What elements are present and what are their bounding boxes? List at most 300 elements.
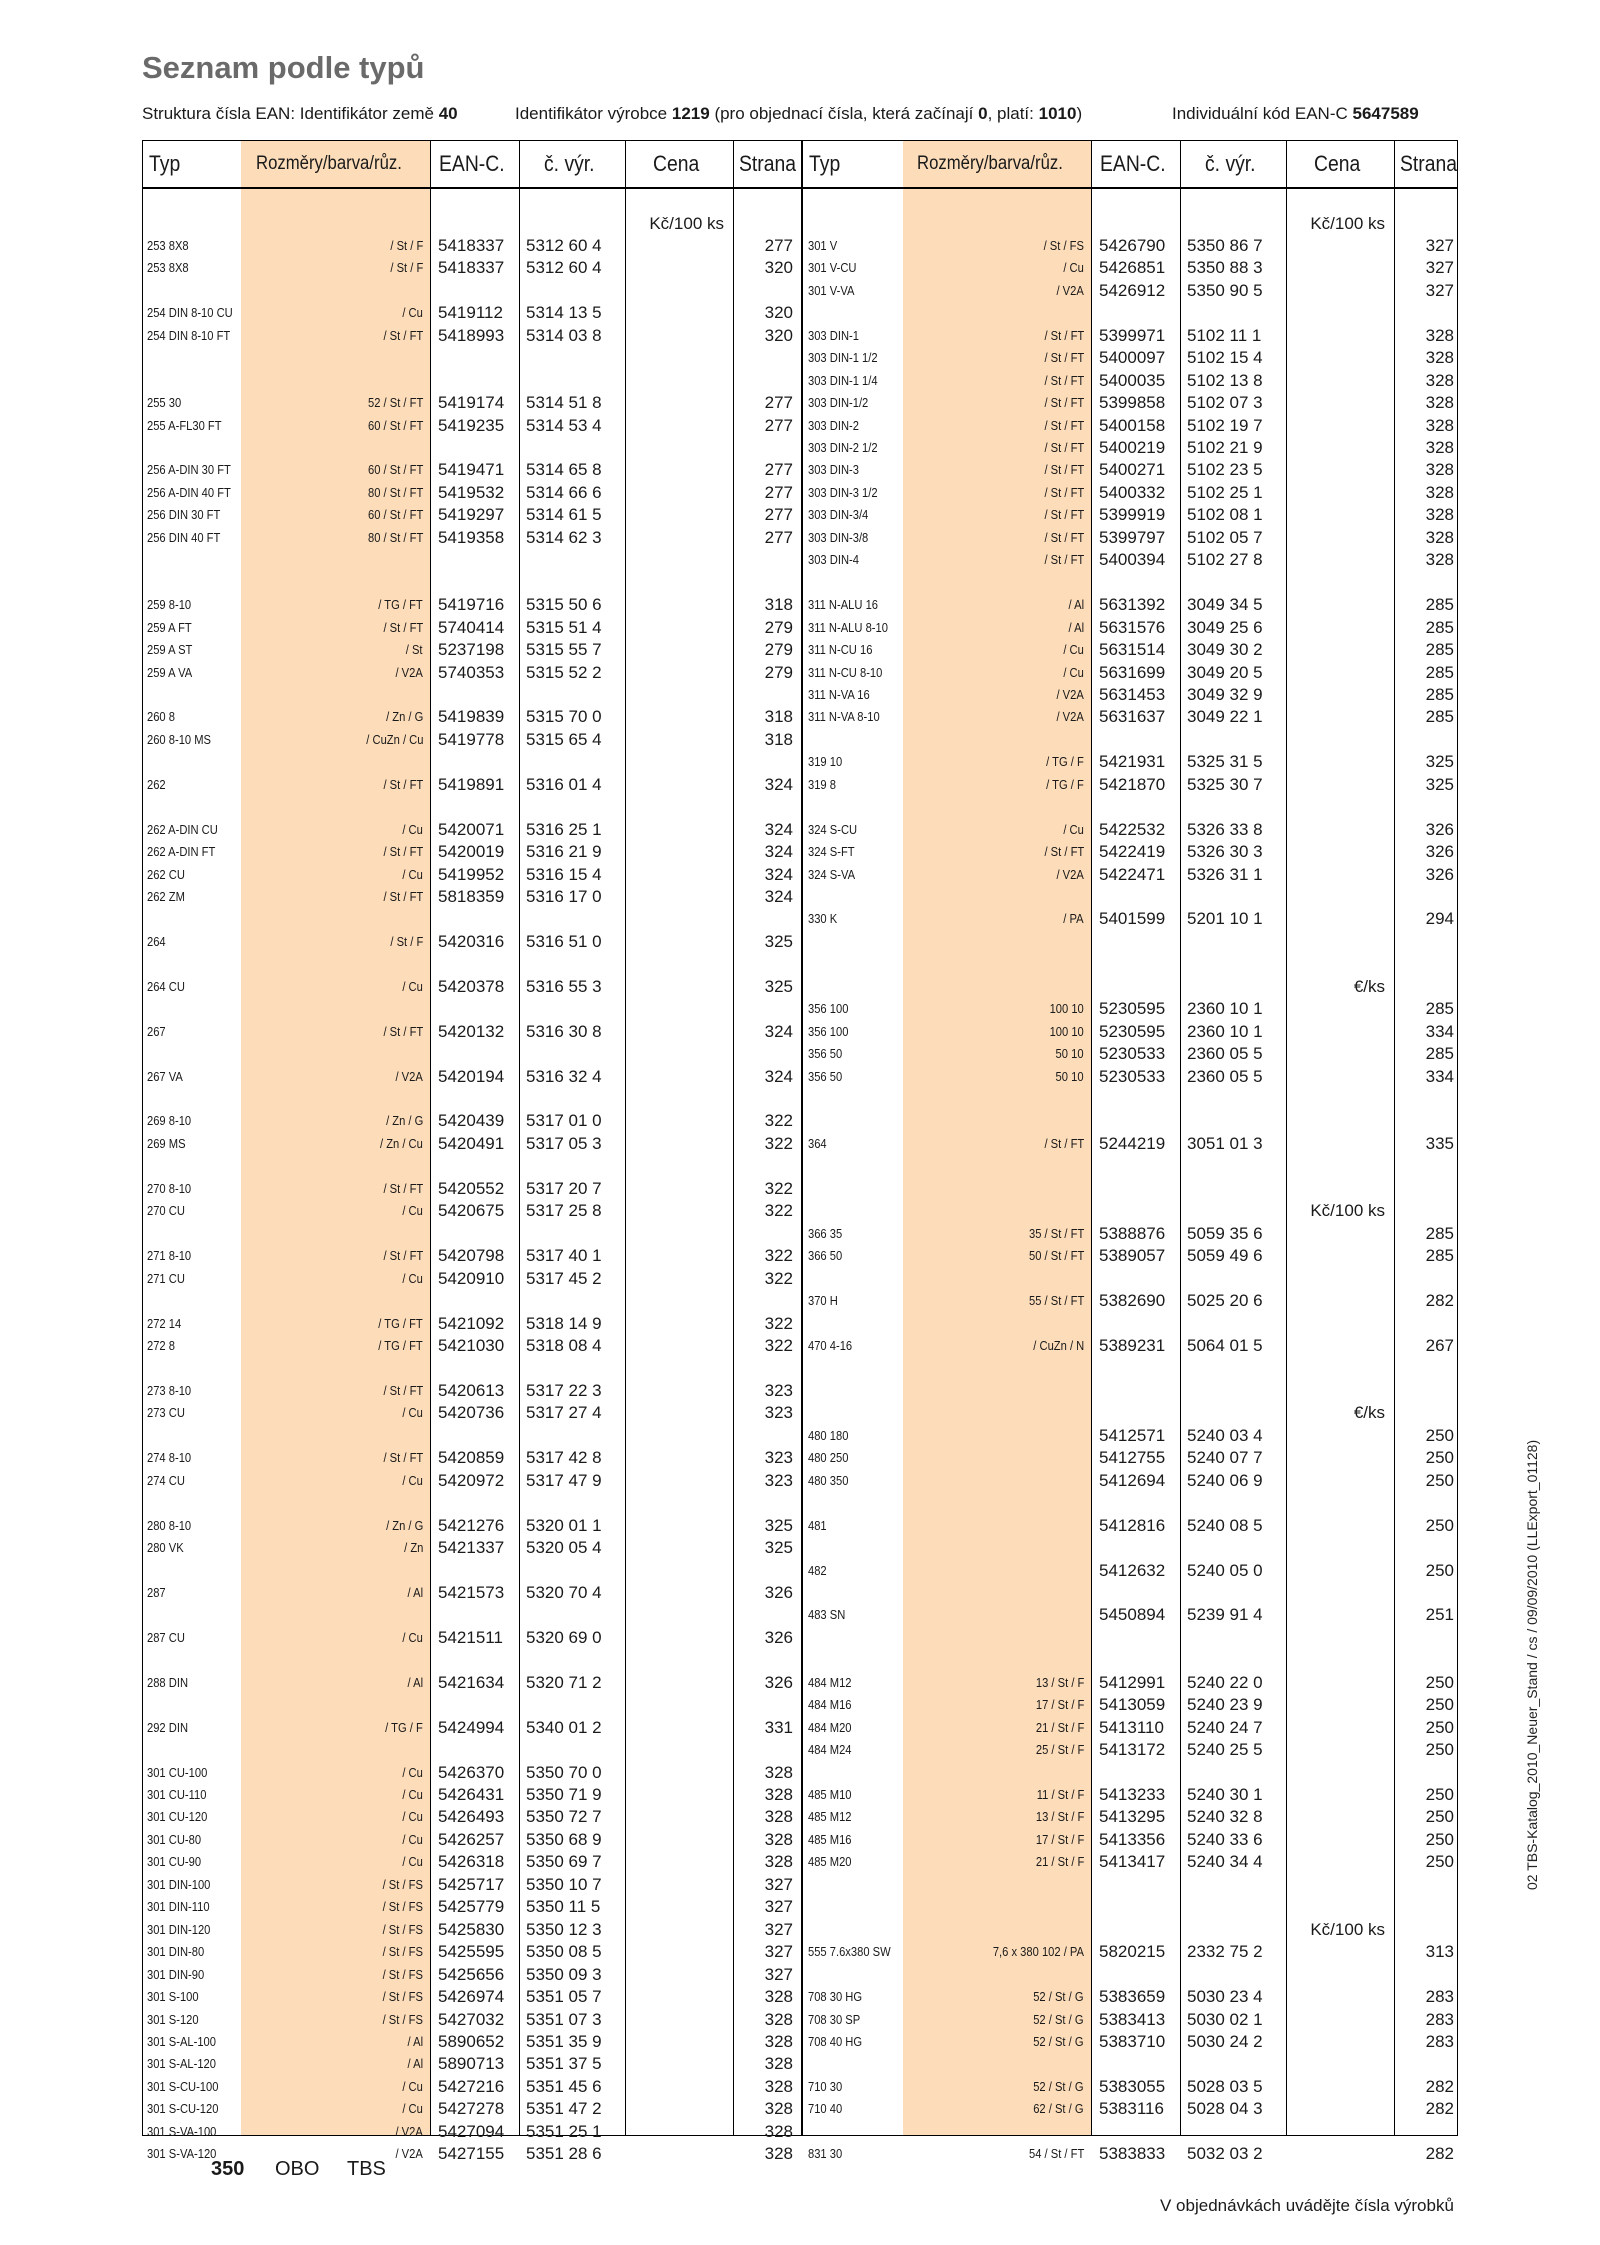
page-ref-cell: 328 <box>764 1785 793 1804</box>
page-ref-cell: 250 <box>1425 1560 1454 1580</box>
product-number-cell: 5314 03 8 <box>526 325 602 345</box>
table-row <box>143 840 1457 862</box>
dimensions-cell: / St / F <box>390 260 423 276</box>
dimensions-cell: / Al <box>407 2056 423 2072</box>
ean-cell: 5426851 <box>1099 258 1166 278</box>
page-ref-cell: 322 <box>764 1246 793 1266</box>
product-number-cell: 5240 05 0 <box>1187 1560 1263 1580</box>
ean-cell: 5419471 <box>438 460 505 480</box>
type-cell: 287 CU <box>147 1629 185 1645</box>
header-strana-right: Strana <box>1400 151 1458 176</box>
table-row <box>143 503 1457 525</box>
type-cell: 301 CU-100 <box>147 1764 208 1780</box>
type-cell: 303 DIN-1/2 <box>808 395 869 410</box>
table-row <box>143 436 1457 458</box>
page-ref-cell: 325 <box>764 1538 793 1557</box>
ean-cell: 5420613 <box>438 1380 505 1400</box>
ean-cell: 5420798 <box>438 1246 505 1266</box>
type-cell: 301 DIN-100 <box>147 1876 211 1892</box>
dimensions-cell: 60 / St / FT <box>367 462 423 478</box>
table-row <box>143 2097 1457 2119</box>
ean-cell: 5400219 <box>1099 437 1166 457</box>
product-number-cell: 5316 51 0 <box>526 931 602 951</box>
ean-cell: 5400394 <box>1099 550 1166 570</box>
page-ref-cell: 277 <box>764 527 793 547</box>
type-cell: 356 100 <box>808 1023 849 1039</box>
manufacturer-note-end: ) <box>1076 104 1083 123</box>
product-number-cell: 5315 50 6 <box>526 595 602 615</box>
ean-cell: 5230595 <box>1099 1021 1166 1041</box>
type-cell: 272 14 <box>147 1315 182 1331</box>
type-cell: 301 S-AL-100 <box>147 2033 217 2049</box>
product-number-cell: 5325 30 7 <box>1187 774 1263 794</box>
product-number-cell: 5102 08 1 <box>1187 505 1263 525</box>
dimensions-cell: / Al <box>407 1674 423 1690</box>
product-number-cell: 5102 23 5 <box>1187 460 1263 480</box>
page-ref-cell: 326 <box>1425 842 1454 861</box>
product-number-cell: 5240 08 5 <box>1187 1515 1263 1535</box>
page-ref-cell: 326 <box>764 1672 793 1692</box>
dimensions-cell: 52 / St / G <box>1033 2033 1084 2049</box>
type-cell: 356 100 <box>808 1001 849 1017</box>
type-cell: 324 S-CU <box>808 821 858 837</box>
dimensions-cell: / Cu <box>402 2101 423 2117</box>
ean-cell: 5426257 <box>438 1829 505 1849</box>
type-cell: 260 8 <box>147 709 175 725</box>
product-number-cell: 5320 01 1 <box>526 1515 602 1535</box>
type-cell: 324 S-FT <box>808 844 855 859</box>
ean-cell: 5427032 <box>438 2009 505 2029</box>
page-ref-cell: 267 <box>1425 1336 1454 1355</box>
dimensions-cell: 13 / St / F <box>1035 1809 1084 1825</box>
table-row <box>143 1783 1457 1805</box>
ean-cell: 5420194 <box>438 1066 505 1086</box>
product-number-cell: 2360 05 5 <box>1187 1044 1263 1064</box>
ean-cell: 5399919 <box>1099 505 1166 525</box>
ean-cell: 5388876 <box>1099 1223 1166 1243</box>
page-ref-cell: 325 <box>764 1515 793 1535</box>
ean-cell: 5419716 <box>438 595 505 615</box>
type-cell: 485 M16 <box>808 1831 852 1847</box>
type-cell: 303 DIN-3 1/2 <box>808 484 878 500</box>
dimensions-cell: 13 / St / F <box>1035 1674 1084 1690</box>
type-cell: 280 VK <box>147 1540 184 1555</box>
product-number-cell: 3049 22 1 <box>1187 707 1263 727</box>
price-unit: €/ks <box>1353 976 1385 996</box>
product-number-cell: 5030 24 2 <box>1187 2031 1263 2051</box>
product-number-cell: 5102 27 8 <box>1187 550 1263 570</box>
dimensions-cell: 80 / St / FT <box>367 484 423 500</box>
type-cell: 356 50 <box>808 1046 843 1062</box>
page-ref-cell: 328 <box>1425 460 1454 480</box>
type-cell: 555 7.6x380 SW <box>808 1944 891 1960</box>
type-cell: 366 50 <box>808 1248 843 1264</box>
product-number-cell: 2360 10 1 <box>1187 999 1263 1019</box>
dimensions-cell: / St / FS <box>382 1921 423 1937</box>
dimensions-cell: / St / FT <box>1044 417 1084 433</box>
ean-cell: 5418993 <box>438 325 505 345</box>
product-number-cell: 5028 04 3 <box>1187 2099 1263 2119</box>
product-number-cell: 3049 30 2 <box>1187 640 1263 659</box>
page-ref-cell: 326 <box>1425 819 1454 839</box>
table-row <box>143 1738 1457 1760</box>
product-number-cell: 5314 62 3 <box>526 527 602 547</box>
product-number-cell: 5326 31 1 <box>1187 864 1263 884</box>
type-cell: 301 V-CU <box>808 260 857 276</box>
dimensions-cell: / Cu <box>402 1764 423 1780</box>
dimensions-cell: / St / FT <box>1044 529 1084 545</box>
type-cell: 303 DIN-3 <box>808 462 859 478</box>
type-cell: 260 8-10 MS <box>147 731 212 747</box>
ean-cell: 5420316 <box>438 931 505 951</box>
ean-cell: 5450894 <box>1099 1605 1166 1625</box>
product-number-cell: 5317 01 0 <box>526 1111 602 1131</box>
product-number-cell: 5032 03 2 <box>1187 2144 1263 2164</box>
ean-cell: 5230533 <box>1099 1044 1166 1064</box>
page-ref-cell: 324 <box>764 1021 793 1041</box>
table-row <box>143 1671 1457 1693</box>
type-cell: 301 S-AL-120 <box>147 2056 217 2072</box>
product-number-cell: 5320 70 4 <box>526 1582 602 1602</box>
dimensions-cell: / Zn / Cu <box>380 1135 423 1151</box>
type-cell: 324 S-VA <box>808 866 856 882</box>
page-ref-cell: 328 <box>1425 550 1454 570</box>
type-cell: 831 30 <box>808 2146 843 2162</box>
page-ref-cell: 327 <box>1425 280 1454 300</box>
type-cell: 267 VA <box>147 1068 183 1084</box>
page-ref-cell: 328 <box>764 2099 793 2119</box>
type-cell: 708 30 HG <box>808 1989 863 2004</box>
product-number-cell: 5316 55 3 <box>526 976 602 996</box>
dimensions-cell: / St / FT <box>383 776 423 792</box>
type-cell: 311 N-ALU 8-10 <box>808 619 888 635</box>
dimensions-cell: / TG / F <box>1046 776 1084 792</box>
ean-cell: 5383710 <box>1099 2031 1166 2051</box>
price-unit: €/ks <box>1353 1403 1385 1423</box>
ean-cell: 5383833 <box>1099 2144 1166 2164</box>
type-cell: 301 DIN-120 <box>147 1921 211 1937</box>
type-cell: 470 4-16 <box>808 1338 853 1353</box>
page-ref-cell: 328 <box>1425 437 1454 457</box>
table-row <box>143 907 1457 929</box>
ean-cell: 5382690 <box>1099 1291 1166 1310</box>
dimensions-cell: / St / F <box>390 237 423 253</box>
dimensions-cell: / Zn <box>403 1540 423 1555</box>
type-cell: 274 CU <box>147 1472 185 1488</box>
table-row <box>143 1020 1457 1042</box>
table-row <box>143 1559 1457 1581</box>
ean-cell: 5413110 <box>1099 1717 1164 1737</box>
page-ref-cell: 326 <box>764 1582 793 1602</box>
dimensions-cell: 21 / St / F <box>1035 1854 1084 1870</box>
individual-code-label: Individuální kód EAN-C <box>1172 104 1348 123</box>
header-ean-left: EAN-C. <box>439 151 505 176</box>
ean-cell: 5425830 <box>438 1919 505 1939</box>
type-cell: 301 CU-110 <box>147 1787 207 1802</box>
dimensions-cell: / Cu <box>402 1854 423 1870</box>
page-ref-cell: 324 <box>764 842 793 861</box>
table-row <box>143 1603 1457 1625</box>
table-row <box>143 346 1457 368</box>
individual-code-info <box>1172 104 1419 126</box>
product-number-cell: 5102 13 8 <box>1187 370 1263 390</box>
dimensions-cell: / Al <box>407 1584 423 1600</box>
page-ref-cell: 282 <box>1425 2144 1454 2164</box>
ean-cell: 5426912 <box>1099 280 1166 300</box>
page-ref-cell: 327 <box>764 1874 793 1894</box>
product-number-cell: 5314 51 8 <box>526 393 602 412</box>
page-ref-cell: 328 <box>764 2144 793 2164</box>
header-strana-left: Strana <box>739 151 797 176</box>
ean-cell: 5420552 <box>438 1178 505 1198</box>
page-ref-cell: 328 <box>1425 370 1454 390</box>
page-ref-cell: 327 <box>1425 235 1454 255</box>
type-cell: 710 30 <box>808 2078 843 2094</box>
dimensions-cell: 60 / St / FT <box>367 417 423 433</box>
dimensions-cell: 52 / St / FT <box>367 395 423 410</box>
table-row <box>143 773 1457 795</box>
product-number-cell: 3049 20 5 <box>1187 662 1263 682</box>
page-ref-cell: 250 <box>1425 1785 1454 1804</box>
page-ref-cell: 322 <box>764 1178 793 1198</box>
dimensions-cell: 50 10 <box>1056 1068 1084 1084</box>
product-number-cell: 5315 55 7 <box>526 640 602 659</box>
type-cell: 311 N-ALU 16 <box>808 597 879 613</box>
dimensions-cell: 52 / St / G <box>1033 2011 1084 2027</box>
dimensions-cell: / St / FT <box>383 1450 423 1466</box>
dimensions-cell: / St / FT <box>383 844 423 859</box>
table-row <box>143 2030 1457 2052</box>
dimensions-cell: / V2A <box>1056 686 1084 702</box>
page-number: 350 <box>211 2158 245 2180</box>
ean-cell: 5631637 <box>1099 707 1166 727</box>
product-number-cell: 5318 08 4 <box>526 1336 602 1355</box>
type-cell: 253 8X8 <box>147 237 189 253</box>
dimensions-cell: / St / FT <box>1044 484 1084 500</box>
ean-cell: 5425595 <box>438 1942 505 1962</box>
table-row <box>143 1334 1457 1356</box>
dimensions-cell: / St / FS <box>382 1899 423 1915</box>
table-row <box>143 1132 1457 1154</box>
type-cell: 264 <box>147 933 166 949</box>
type-cell: 311 N-CU 8-10 <box>808 664 883 680</box>
ean-cell: 5413233 <box>1099 1785 1166 1804</box>
ean-cell: 5421337 <box>438 1538 505 1557</box>
product-number-cell: 5317 45 2 <box>526 1268 602 1288</box>
manufacturer-info <box>515 104 1082 126</box>
page-ref-cell: 334 <box>1425 1066 1454 1086</box>
page-ref-cell: 322 <box>764 1201 793 1221</box>
product-number-cell: 5351 45 6 <box>526 2076 602 2096</box>
ean-cell: 5418337 <box>438 235 505 255</box>
ean-cell: 5419952 <box>438 864 505 884</box>
type-cell: 256 DIN 30 FT <box>147 507 221 523</box>
page-ref-cell: 327 <box>764 1919 793 1939</box>
table-row <box>143 234 1457 256</box>
page-ref-cell: 323 <box>764 1380 793 1400</box>
table-row <box>143 1918 1457 1940</box>
product-number-cell: 5351 05 7 <box>526 1987 602 2006</box>
header-rozmery-left: Rozměry/barva/růz. <box>256 153 402 174</box>
page-ref-cell: 331 <box>764 1717 793 1737</box>
ean-cell: 5413295 <box>1099 1807 1166 1827</box>
dimensions-cell: / Cu <box>402 1787 423 1802</box>
dimensions-cell: / St / FT <box>1044 372 1084 388</box>
ean-cell: 5421030 <box>438 1336 505 1355</box>
catalog-table <box>142 140 1458 2164</box>
product-number-cell: 5316 15 4 <box>526 864 602 884</box>
price-unit: Kč/100 ks <box>649 213 724 233</box>
type-cell: 485 M10 <box>808 1787 852 1802</box>
ean-cell: 5420132 <box>438 1021 505 1041</box>
page-ref-cell: 250 <box>1425 1672 1454 1692</box>
dimensions-cell: 100 10 <box>1049 1001 1084 1017</box>
product-number-cell: 5350 69 7 <box>526 1852 602 1872</box>
type-cell: 274 8-10 <box>147 1450 192 1466</box>
type-cell: 303 DIN-2 1/2 <box>808 439 878 455</box>
product-number-cell: 5351 47 2 <box>526 2099 602 2119</box>
ean-cell: 5421573 <box>438 1582 505 1602</box>
ean-cell: 5412816 <box>1099 1515 1166 1535</box>
product-number-cell: 5316 17 0 <box>526 886 602 906</box>
product-number-cell: 5320 71 2 <box>526 1672 602 1692</box>
product-number-cell: 5318 14 9 <box>526 1313 602 1333</box>
type-cell: 481 <box>808 1517 827 1533</box>
table-row <box>143 1446 1457 1468</box>
product-number-cell: 5315 65 4 <box>526 729 602 749</box>
product-number-cell: 5314 65 8 <box>526 460 602 480</box>
catalog-export-note: 02 TBS-Katalog_2010_Neuer_Stand / cs / 09/09/2010 (LLExport_01128) <box>1524 1439 1540 1890</box>
type-cell: 319 10 <box>808 754 843 770</box>
header-vyr-right: č. výr. <box>1205 151 1256 176</box>
product-number-cell: 5240 03 4 <box>1187 1425 1263 1445</box>
header-vyr-left: č. výr. <box>544 151 595 176</box>
product-number-cell: 5240 07 7 <box>1187 1448 1263 1468</box>
table-row <box>143 1805 1457 1827</box>
ean-cell: 5631453 <box>1099 684 1166 704</box>
ean-cell: 5383116 <box>1099 2099 1164 2119</box>
dimensions-cell: / Zn / G <box>385 1113 423 1129</box>
page-ref-cell: 323 <box>764 1470 793 1490</box>
dimensions-cell: 35 / St / FT <box>1028 1225 1084 1241</box>
table-row <box>143 279 1457 301</box>
price-unit: Kč/100 ks <box>1310 1201 1385 1221</box>
table-row <box>143 705 1457 727</box>
page-ref-cell: 250 <box>1425 1695 1454 1715</box>
page-ref-cell: 277 <box>764 505 793 525</box>
page-ref-cell: 282 <box>1425 1291 1454 1310</box>
page-ref-cell: 285 <box>1425 617 1454 637</box>
type-cell: 484 M24 <box>808 1742 852 1757</box>
page-ref-cell: 323 <box>764 1403 793 1423</box>
type-cell: 301 S-120 <box>147 2011 199 2027</box>
ean-cell: 5421511 <box>438 1627 503 1647</box>
dimensions-cell: / St / FT <box>1044 844 1084 859</box>
type-cell: 311 N-CU 16 <box>808 642 873 657</box>
dimensions-cell: / Cu <box>1063 821 1084 837</box>
product-number-cell: 5315 51 4 <box>526 617 602 637</box>
ean-cell: 5400332 <box>1099 482 1166 502</box>
table-row <box>143 1401 1457 1423</box>
ean-cell: 5420736 <box>438 1403 505 1423</box>
page-ref-cell: 328 <box>1425 527 1454 547</box>
type-cell: 301 V-VA <box>808 282 855 298</box>
ean-structure-label: Struktura čísla EAN: Identifikátor země <box>142 104 434 123</box>
dimensions-cell: / St / FT <box>383 327 423 343</box>
product-number-cell: 5064 01 5 <box>1187 1336 1263 1355</box>
type-cell: 303 DIN-1 1/2 <box>808 350 878 366</box>
ean-cell: 5383413 <box>1099 2009 1166 2029</box>
page-ref-cell: 328 <box>764 2054 793 2074</box>
ean-cell: 5631392 <box>1099 595 1166 615</box>
page-ref-cell: 285 <box>1425 662 1454 682</box>
type-cell: 311 N-VA 8-10 <box>808 709 880 725</box>
page-ref-cell: 324 <box>764 886 793 906</box>
type-cell: 483 SN <box>808 1607 846 1623</box>
page-ref-cell: 251 <box>1425 1605 1454 1625</box>
page-ref-cell: 323 <box>764 1448 793 1468</box>
dimensions-cell: / TG / FT <box>378 1338 423 1353</box>
page-ref-cell: 250 <box>1425 1807 1454 1827</box>
ean-cell: 5426318 <box>438 1852 505 1872</box>
ean-cell: 5740414 <box>438 617 505 637</box>
page-ref-cell: 277 <box>764 482 793 502</box>
product-number-cell: 5314 61 5 <box>526 505 602 525</box>
product-number-cell: 5340 01 2 <box>526 1717 602 1737</box>
ean-cell: 5419297 <box>438 505 505 525</box>
type-cell: 482 <box>808 1562 827 1578</box>
ean-cell: 5383659 <box>1099 1987 1166 2006</box>
dimensions-cell: / St / FT <box>1044 507 1084 523</box>
ean-cell: 5419358 <box>438 527 505 547</box>
page-ref-cell: 318 <box>764 707 793 727</box>
type-cell: 273 8-10 <box>147 1382 192 1398</box>
product-number-cell: 5350 11 5 <box>526 1897 601 1917</box>
product-number-cell: 5240 33 6 <box>1187 1829 1263 1849</box>
page-ref-cell: 250 <box>1425 1515 1454 1535</box>
table-row <box>143 391 1457 413</box>
product-number-cell: 5320 05 4 <box>526 1538 602 1557</box>
page-ref-cell: 328 <box>764 1987 793 2006</box>
type-cell: 259 A VA <box>147 664 193 680</box>
type-cell: 710 40 <box>808 2101 843 2117</box>
product-number-cell: 5030 02 1 <box>1187 2009 1263 2029</box>
ean-cell: 5426974 <box>438 1987 505 2006</box>
ean-cell: 5426370 <box>438 1762 505 1782</box>
ean-cell: 5427216 <box>438 2076 505 2096</box>
dimensions-cell: 80 / St / FT <box>367 529 423 545</box>
ean-cell: 5421092 <box>438 1313 505 1333</box>
type-cell: 301 V <box>808 237 838 253</box>
type-cell: 301 DIN-90 <box>147 1966 205 1982</box>
dimensions-cell: / Zn / G <box>385 709 423 725</box>
dimensions-cell: / St / FT <box>383 619 423 635</box>
page-ref-cell: 283 <box>1425 2009 1454 2029</box>
dimensions-cell: / St / FT <box>1044 439 1084 455</box>
dimensions-cell: / V2A <box>1056 709 1084 725</box>
dimensions-cell: / St / FT <box>383 888 423 904</box>
dimensions-cell: / Cu <box>1063 642 1084 657</box>
page-ref-cell: 328 <box>1425 415 1454 435</box>
page-ref-cell: 328 <box>764 2076 793 2096</box>
ean-cell: 5237198 <box>438 640 505 659</box>
dimensions-cell: / Cu <box>402 1270 423 1286</box>
product-number-cell: 5326 30 3 <box>1187 842 1263 861</box>
type-cell: 311 N-VA 16 <box>808 686 870 702</box>
ean-cell: 5389057 <box>1099 1246 1166 1266</box>
type-cell: 303 DIN-1 <box>808 327 859 343</box>
page-ref-cell: 313 <box>1425 1942 1454 1962</box>
